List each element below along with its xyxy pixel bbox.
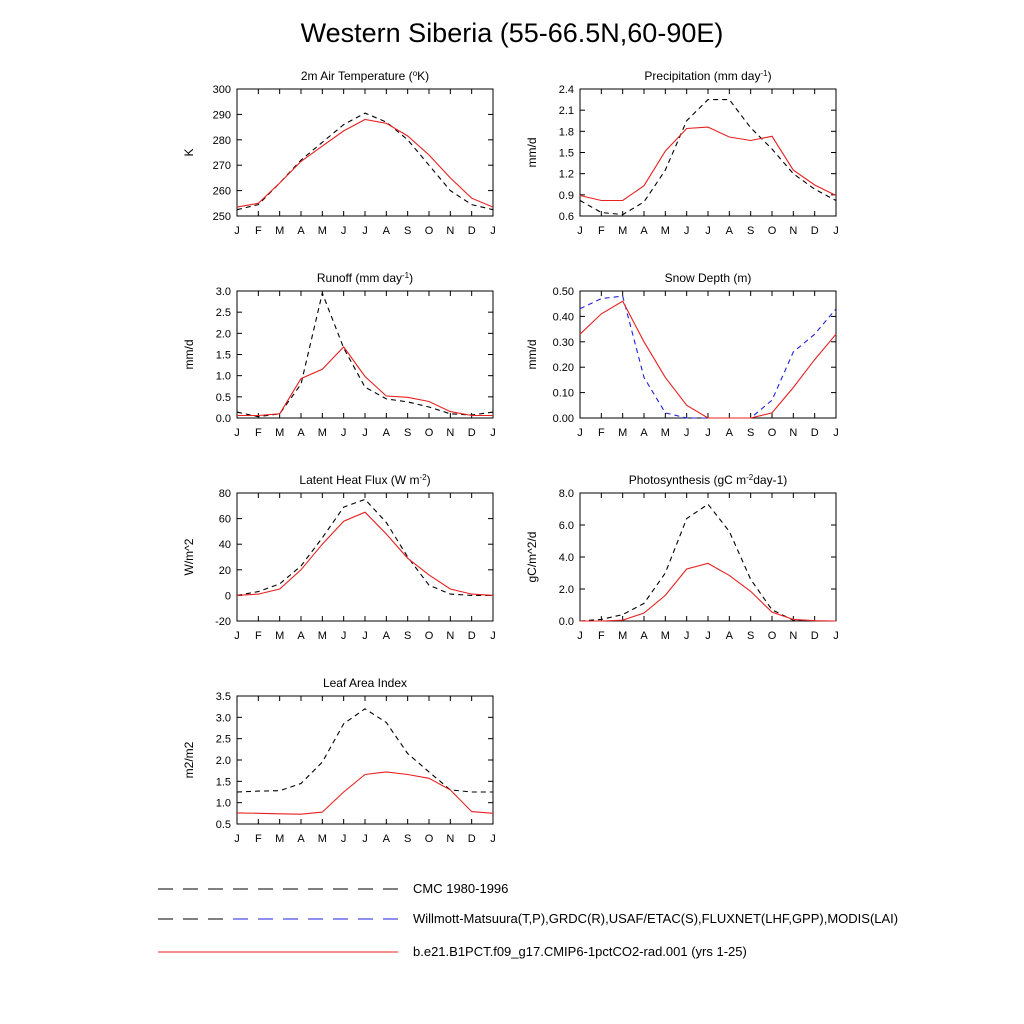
series-line-model (237, 772, 493, 814)
y-tick-label: 2.1 (558, 105, 574, 118)
x-tick-label: J (683, 630, 690, 642)
x-tick-label: J (362, 427, 368, 439)
y-tick-label: 0.5 (215, 391, 231, 404)
panel-2 (525, 69, 839, 238)
x-tick-label: J (234, 630, 240, 642)
x-tick-label: O (424, 427, 434, 439)
panel-5 (182, 473, 496, 643)
legend-label-obs: Willmott-Matsuura(T,P),GRDC(R),USAF/ETAC(S),FLUXNET(LHF,GPP),MODIS(LAI) (413, 911, 899, 926)
y-tick-label: 2.0 (558, 584, 574, 596)
y-tick-label: 1.0 (215, 797, 231, 810)
x-tick-label: N (446, 833, 455, 845)
y-tick-label: 6.0 (558, 520, 574, 532)
x-tick-label: A (382, 630, 391, 642)
x-tick-label: M (660, 630, 670, 642)
plot-frame (237, 291, 493, 418)
x-tick-label: J (490, 630, 496, 642)
x-tick-label: S (403, 833, 412, 845)
y-axis-label: mm/d (525, 137, 539, 168)
x-tick-label: M (618, 427, 628, 439)
x-tick-label: S (746, 630, 755, 642)
series-line-obs (237, 499, 493, 595)
plot-frame (237, 89, 493, 216)
x-tick-label: D (467, 427, 476, 439)
x-tick-label: J (340, 833, 347, 845)
y-axis-label: gC/m^2/d (525, 531, 539, 583)
x-tick-label: J (833, 630, 839, 642)
x-tick-label: O (424, 225, 434, 237)
x-tick-label: A (382, 225, 391, 237)
y-tick-label: 1.8 (558, 126, 574, 139)
x-tick-label: J (362, 833, 368, 845)
x-tick-label: S (403, 225, 412, 237)
x-tick-label: M (317, 225, 327, 237)
y-tick-label: 0.9 (558, 189, 574, 202)
x-tick-label: M (275, 630, 285, 642)
y-tick-label: 2.0 (215, 755, 231, 767)
x-tick-label: J (577, 630, 583, 642)
x-tick-label: J (340, 427, 347, 439)
series-line-model (237, 120, 493, 208)
x-tick-label: F (254, 225, 262, 237)
x-tick-label: O (424, 630, 434, 642)
y-tick-label: -20 (215, 616, 231, 628)
x-tick-label: A (640, 427, 648, 439)
x-tick-label: F (597, 427, 605, 439)
plot-frame (580, 493, 836, 621)
y-axis-label: K (182, 148, 196, 157)
x-tick-label: A (297, 225, 305, 237)
x-tick-label: J (577, 427, 583, 439)
plot-frame (580, 291, 836, 418)
x-tick-label: J (362, 225, 368, 237)
y-tick-label: 1.2 (558, 168, 574, 181)
x-tick-label: O (767, 427, 777, 439)
x-tick-label: A (297, 630, 305, 642)
y-tick-label: 2.4 (558, 84, 574, 96)
series-line-obs (237, 293, 493, 417)
x-tick-label: M (618, 225, 628, 237)
panel-title: Snow Depth (m) (664, 271, 752, 285)
y-tick-label: 290 (212, 109, 231, 122)
legend-label-model: b.e21.B1PCT.f09_g17.CMIP6-1pctCO2-rad.001 (yrs 1-25) (413, 944, 747, 959)
x-tick-label: A (640, 225, 648, 237)
x-tick-label: A (382, 427, 391, 439)
panel-title: Photosynthesis (gC $m^{-2}day-1$) (628, 472, 788, 487)
x-tick-label: O (767, 225, 777, 237)
y-tick-label: 4.0 (558, 552, 574, 564)
panel-title: Latent Heat Flux (W $m^{-2}$) (299, 472, 431, 487)
y-tick-label: 1.5 (215, 776, 231, 789)
x-tick-label: J (234, 427, 240, 439)
x-tick-label: J (340, 225, 347, 237)
x-tick-label: D (810, 225, 819, 237)
y-tick-label: 3.5 (215, 691, 231, 703)
legend-line-obs (158, 912, 403, 926)
x-tick-label: N (446, 427, 455, 439)
y-tick-label: 0.30 (552, 336, 574, 349)
x-tick-label: J (234, 225, 240, 237)
y-tick-label: 0.5 (215, 819, 231, 831)
x-tick-label: J (683, 225, 690, 237)
legend-label-cmc: CMC 1980-1996 (413, 881, 509, 896)
y-tick-label: 280 (212, 134, 231, 147)
y-tick-label: 2.0 (215, 328, 231, 341)
y-tick-label: 0.20 (552, 362, 574, 375)
x-tick-label: J (683, 427, 690, 439)
y-tick-label: 0.6 (558, 211, 574, 223)
x-tick-label: J (490, 225, 496, 237)
y-tick-label: 260 (212, 185, 231, 198)
x-tick-label: S (746, 427, 755, 439)
x-tick-label: M (275, 833, 285, 845)
series-line-model (237, 512, 493, 595)
y-tick-label: 0.00 (552, 413, 574, 425)
x-tick-label: D (467, 630, 476, 642)
y-tick-label: 40 (218, 539, 231, 552)
legend-line-model (158, 945, 403, 959)
x-tick-label: D (810, 427, 819, 439)
x-tick-label: J (577, 225, 583, 237)
x-tick-label: J (490, 833, 496, 845)
y-tick-label: 20 (218, 564, 231, 577)
x-tick-label: F (254, 833, 262, 845)
panel-3 (182, 271, 496, 440)
y-tick-label: 0.0 (558, 616, 574, 628)
y-tick-label: 2.5 (215, 307, 231, 320)
x-tick-label: A (640, 630, 648, 642)
y-tick-label: 80 (218, 488, 231, 500)
x-tick-label: N (789, 427, 798, 439)
x-tick-label: A (382, 833, 391, 845)
y-axis-label: m2/m2 (182, 741, 196, 779)
plot-frame (580, 89, 836, 216)
x-tick-label: J (833, 225, 839, 237)
x-tick-label: F (254, 630, 262, 642)
x-tick-label: O (767, 630, 777, 642)
y-tick-label: 1.0 (215, 370, 231, 383)
series-line-cmc (580, 296, 836, 418)
x-tick-label: N (789, 225, 798, 237)
series-line-model (580, 563, 836, 621)
x-tick-label: D (810, 630, 819, 642)
series-line-obs (580, 504, 836, 621)
x-tick-label: M (317, 427, 327, 439)
x-tick-label: F (597, 225, 605, 237)
x-tick-label: N (446, 630, 455, 642)
x-tick-label: M (275, 225, 285, 237)
x-tick-label: M (275, 427, 285, 439)
x-tick-label: J (833, 427, 839, 439)
x-tick-label: M (660, 427, 670, 439)
series-line-model (580, 127, 836, 200)
series-line-model (580, 301, 836, 418)
y-tick-label: 8.0 (558, 488, 574, 500)
y-tick-label: 300 (212, 84, 231, 96)
x-tick-label: N (446, 225, 455, 237)
y-tick-label: 250 (212, 211, 231, 223)
x-tick-label: J (705, 427, 711, 439)
panel-title: Leaf Area Index (322, 676, 408, 690)
x-tick-label: M (618, 630, 628, 642)
panel-7 (182, 676, 496, 845)
x-tick-label: J (705, 630, 711, 642)
plot-frame (237, 696, 493, 824)
x-tick-label: F (597, 630, 605, 642)
y-axis-label: W/m^2 (182, 538, 196, 576)
x-tick-label: N (789, 630, 798, 642)
main-title: Western Siberia (55-66.5N,60-90E) (300, 18, 724, 48)
x-tick-label: J (362, 630, 368, 642)
y-axis-label: mm/d (182, 339, 196, 370)
x-tick-label: J (705, 225, 711, 237)
y-tick-label: 3.0 (215, 712, 231, 725)
series-line-obs (237, 113, 493, 210)
panel-1 (182, 69, 496, 238)
x-tick-label: A (725, 630, 734, 642)
x-tick-label: O (424, 833, 434, 845)
series-line-model (237, 347, 493, 416)
panel-title: Runoff (mm day$^{-1}$) (316, 270, 414, 285)
panel-4 (525, 271, 839, 439)
panel-title: Precipitation (mm day$^{-1}$) (644, 68, 772, 83)
x-tick-label: S (746, 225, 755, 237)
y-tick-label: 0.40 (552, 311, 574, 324)
x-tick-label: M (660, 225, 670, 237)
x-tick-label: M (317, 630, 327, 642)
y-tick-label: 1.5 (558, 147, 574, 160)
x-tick-label: A (725, 427, 734, 439)
y-tick-label: 3.0 (215, 286, 231, 298)
x-tick-label: J (234, 833, 240, 845)
y-tick-label: 270 (212, 160, 231, 173)
x-tick-label: D (467, 225, 476, 237)
x-tick-label: F (254, 427, 262, 439)
y-tick-label: 0 (224, 590, 231, 603)
x-tick-label: S (403, 427, 412, 439)
panel-6 (525, 473, 839, 643)
x-tick-label: S (403, 630, 412, 642)
y-tick-label: 0.50 (552, 286, 574, 298)
y-tick-label: 60 (218, 513, 231, 526)
x-tick-label: A (725, 225, 734, 237)
y-tick-label: 0.0 (215, 413, 231, 425)
y-tick-label: 2.5 (215, 733, 231, 746)
panel-title: 2m Air Temperature ($^o$K) (300, 68, 430, 83)
series-line-obs (580, 100, 836, 215)
x-tick-label: A (297, 427, 305, 439)
x-tick-label: D (467, 833, 476, 845)
y-tick-label: 1.5 (215, 349, 231, 362)
x-tick-label: M (317, 833, 327, 845)
x-tick-label: J (490, 427, 496, 439)
y-tick-label: 0.10 (552, 387, 574, 400)
y-axis-label: mm/d (525, 339, 539, 370)
x-tick-label: A (297, 833, 305, 845)
x-tick-label: J (340, 630, 347, 642)
series-line-obs (237, 709, 493, 792)
legend-line-cmc (158, 882, 403, 896)
